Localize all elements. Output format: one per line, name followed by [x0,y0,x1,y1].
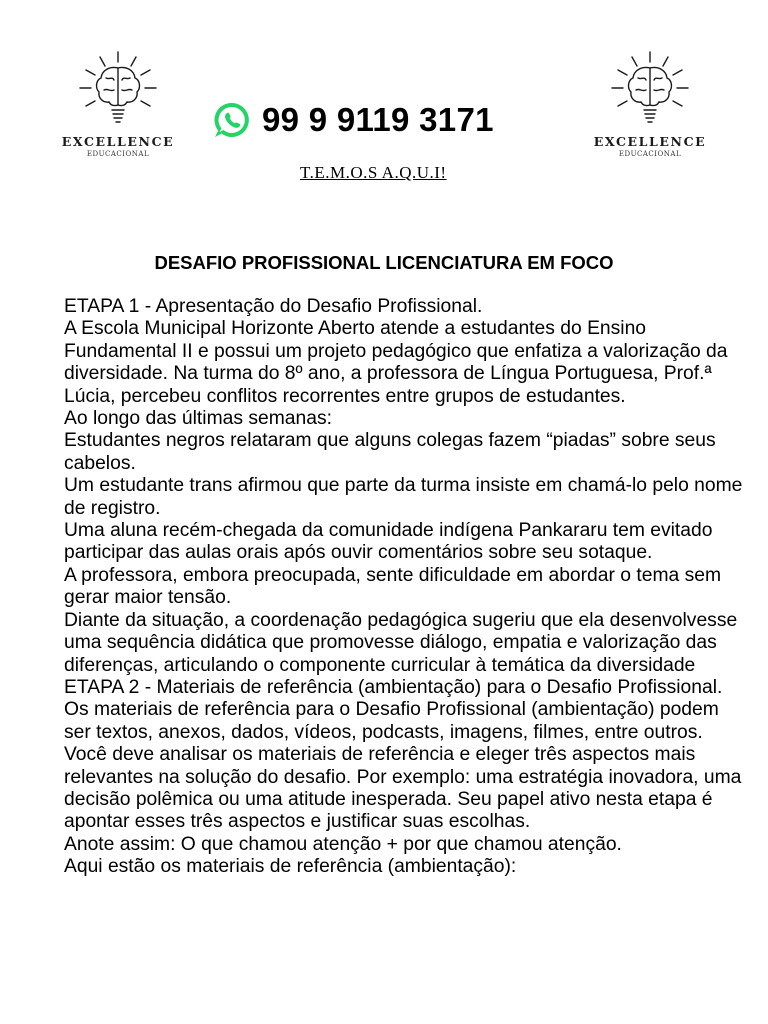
paragraph: ETAPA 1 - Apresentação do Desafio Profissional. [64,296,483,317]
paragraph: Diante da situação, a coordenação pedagógica sugeriu que ela desenvolvesse uma sequência didática que promovesse diálogo, empatia e valorização das diferenças, articulando o componente curricular à temática da diversidade [64,609,738,676]
paragraph: Um estudante trans afirmou que parte da turma insiste em chamá-lo pelo nome de registro. [64,475,743,519]
paragraph: A Escola Municipal Horizonte Aberto atende a estudantes do Ensino Fundamental II e possui um projeto pedagógico que enfatiza a valorização da diversidade. Na turma do 8º ano, a professora de Língua Portuguesa, Prof.ª Lúcia, percebeu conflitos recorrentes entre grupos de estudantes. [64,318,728,407]
logo-left [58,48,178,158]
document-body [64,296,744,879]
contact-row [212,100,494,140]
paragraph: Anote assim: O que chamou atenção + por que chamou atenção. [64,833,622,855]
paragraph: A professora, embora preocupada, sente dificuldade em abordar o tema sem gerar maior tensão. [64,564,722,609]
paragraph: ETAPA 2 - Materiais de referência (ambientação) para o Desafio Profissional. [64,676,723,698]
logo-subtitle: EDUCACIONAL [86,150,150,158]
document-title: DESAFIO PROFISSIONAL LICENCIATURA EM FOCO [154,252,614,273]
tagline: T.E.M.O.S A.Q.U.I! [300,163,447,182]
logo-title: EXCELLENCE [593,134,707,149]
brain-lightbulb-icon [602,48,698,128]
logo-title: EXCELLENCE [61,134,175,149]
paragraph: Ao longo das últimas semanas: [64,408,332,430]
paragraph: Estudantes negros relataram que alguns colegas fazem “piadas” sobre seus cabelos. [64,430,716,474]
paragraph: Os materiais de referência para o Desafio Profissional (ambientação) podem ser textos, anexos, dados, vídeos, podcasts, imagens, filmes, entre outros. Você deve analisar os materiais de referência e eleger três aspectos mais relevantes na solução do desafio. Por exemplo: uma estratégia inovadora, uma decisão polêmica ou uma atitude inesperada. Seu papel ativo nesta etapa é apontar esses três aspectos e justificar suas escolhas. [64,699,742,833]
logo-right [590,48,710,158]
phone-number: 99 9 9119 3171 [262,101,494,138]
paragraph: Aqui estão os materiais de referência (ambientação): [64,856,517,878]
logo-subtitle: EDUCACIONAL [618,150,682,158]
brain-lightbulb-icon [70,48,166,128]
whatsapp-icon [212,100,252,140]
paragraph: Uma aluna recém-chegada da comunidade indígena Pankararu tem evitado participar das aulas orais após ouvir comentários sobre seu sotaque. [64,520,713,564]
